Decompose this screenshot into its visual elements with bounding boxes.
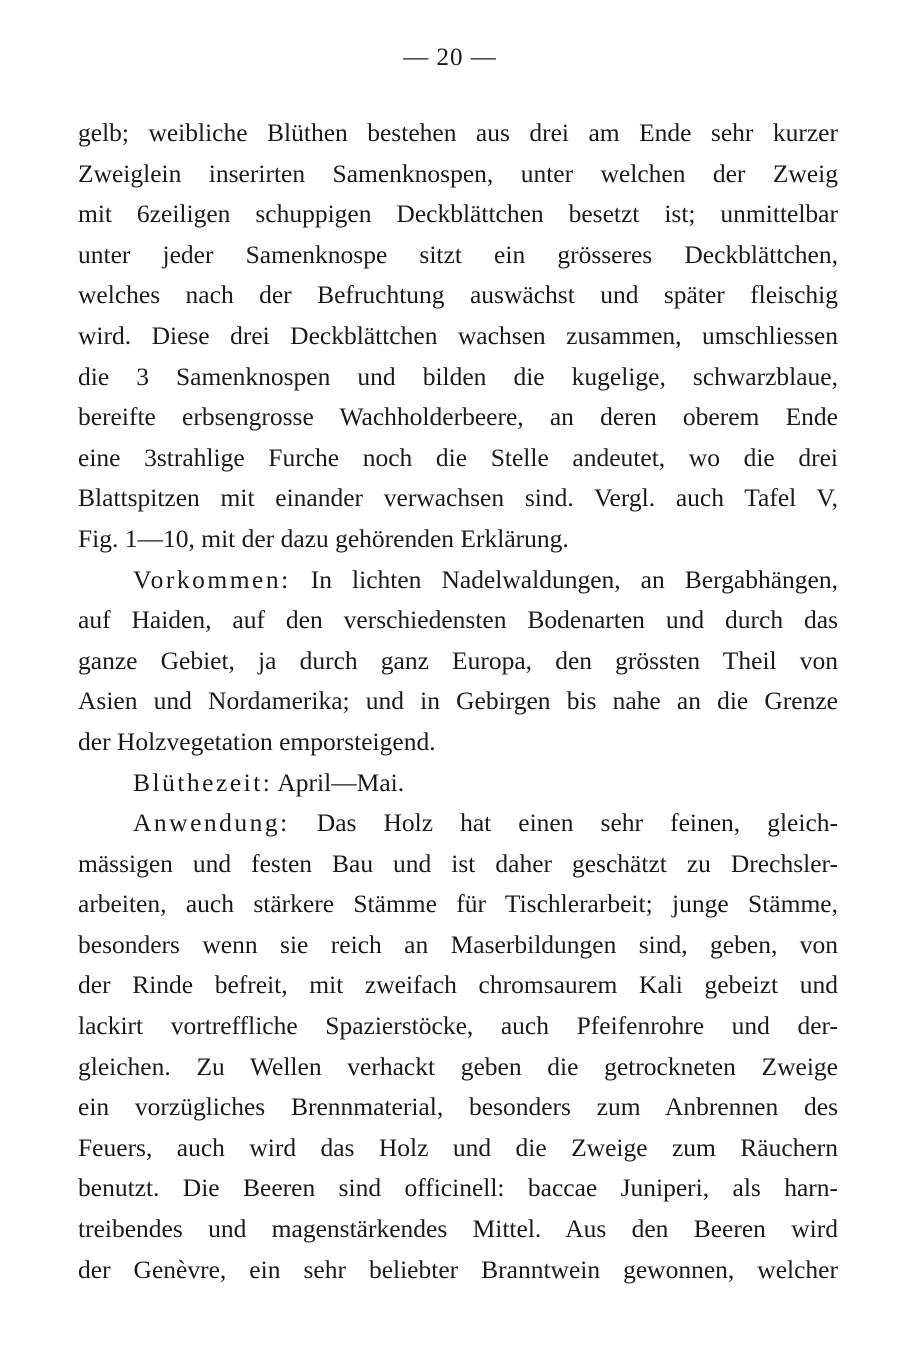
text-line: [78, 763, 838, 804]
text-line: [78, 560, 838, 601]
text-line: auf Haiden, auf den verschiedensten Bodenarten und durch das: [78, 605, 838, 635]
text-line: wird. Diese drei Deckblättchen wachsen zusammen, umschliessen: [78, 320, 838, 350]
text-line: besonders wenn sie reich an Maserbildungen sind, geben, von: [78, 929, 838, 959]
text-line: Zweiglein inserirten Samenknospen, unter welchen der Zweig: [78, 158, 838, 188]
page-number: — 20 —: [403, 44, 497, 71]
text-line: ein vorzügliches Brennmaterial, besonders zum Anbrennen des: [78, 1092, 838, 1122]
text-line: der Genèvre, ein sehr beliebter Branntwein gewonnen, welcher: [78, 1254, 838, 1284]
text-line: Fig. 1—10, mit der dazu gehörenden Erklärung.: [78, 523, 569, 553]
text-line: eine 3strahlige Furche noch die Stelle andeutet, wo die drei: [78, 442, 838, 472]
text-line: arbeiten, auch stärkere Stämme für Tischlerarbeit; junge Stämme,: [78, 889, 838, 919]
section-label-bluethezeit: Blüthezeit:: [133, 767, 273, 797]
text-line: Feuers, auch wird das Holz und die Zweige zum Räuchern: [78, 1132, 838, 1162]
text-line: unter jeder Samenknospe sitzt ein grösseres Deckblättchen,: [78, 239, 838, 269]
text-line: bereifte erbsengrosse Wachholderbeere, an deren oberem Ende: [78, 402, 838, 432]
text-line: welches nach der Befruchtung auswächst und später fleischig: [78, 280, 838, 310]
text-line: der Rinde befreit, mit zweifach chromsaurem Kali gebeizt und: [78, 970, 838, 1000]
text-fragment: In lichten Nadelwaldungen, an Bergabhängen,: [290, 564, 838, 594]
text-line: mässigen und festen Bau und ist daher geschätzt zu Drechsler-: [78, 848, 838, 878]
section-label-vorkommen: Vorkommen:: [133, 564, 291, 594]
text-line: [78, 803, 838, 844]
text-line: treibendes und magenstärkendes Mittel. Aus den Beeren wird: [78, 1214, 838, 1244]
body-text: [78, 113, 838, 1290]
paragraph-description: [78, 113, 838, 560]
text-line: benutzt. Die Beeren sind officinell: baccae Juniperi, als harn-: [78, 1173, 838, 1203]
text-line: mit 6zeiligen schuppigen Deckblättchen besetzt ist; unmittelbar: [78, 199, 838, 229]
text-line: gleichen. Zu Wellen verhackt geben die getrockneten Zweige: [78, 1051, 838, 1081]
text-fragment: Das Holz hat einen sehr feinen, gleich-: [289, 808, 838, 838]
text-fragment: April—Mai.: [272, 767, 405, 797]
text-line: die 3 Samenknospen und bilden die kugelige, schwarzblaue,: [78, 361, 838, 391]
text-line: lackirt vortreffliche Spazierstöcke, auch Pfeifenrohre und der-: [78, 1011, 838, 1041]
text-line: Blattspitzen mit einander verwachsen sind. Vergl. auch Tafel V,: [78, 483, 838, 513]
section-label-anwendung: Anwendung:: [133, 808, 290, 838]
paragraph-anwendung: [78, 803, 838, 1290]
paragraph-vorkommen: [78, 560, 838, 763]
paragraph-bluethezeit: [78, 763, 838, 804]
text-line: Asien und Nordamerika; und in Gebirgen bis nahe an die Grenze: [78, 686, 838, 716]
text-line: der Holzvegetation emporsteigend.: [78, 726, 436, 756]
text-line: ganze Gebiet, ja durch ganz Europa, den grössten Theil von: [78, 645, 838, 675]
text-line: gelb; weibliche Blüthen bestehen aus drei am Ende sehr kurzer: [78, 118, 838, 147]
